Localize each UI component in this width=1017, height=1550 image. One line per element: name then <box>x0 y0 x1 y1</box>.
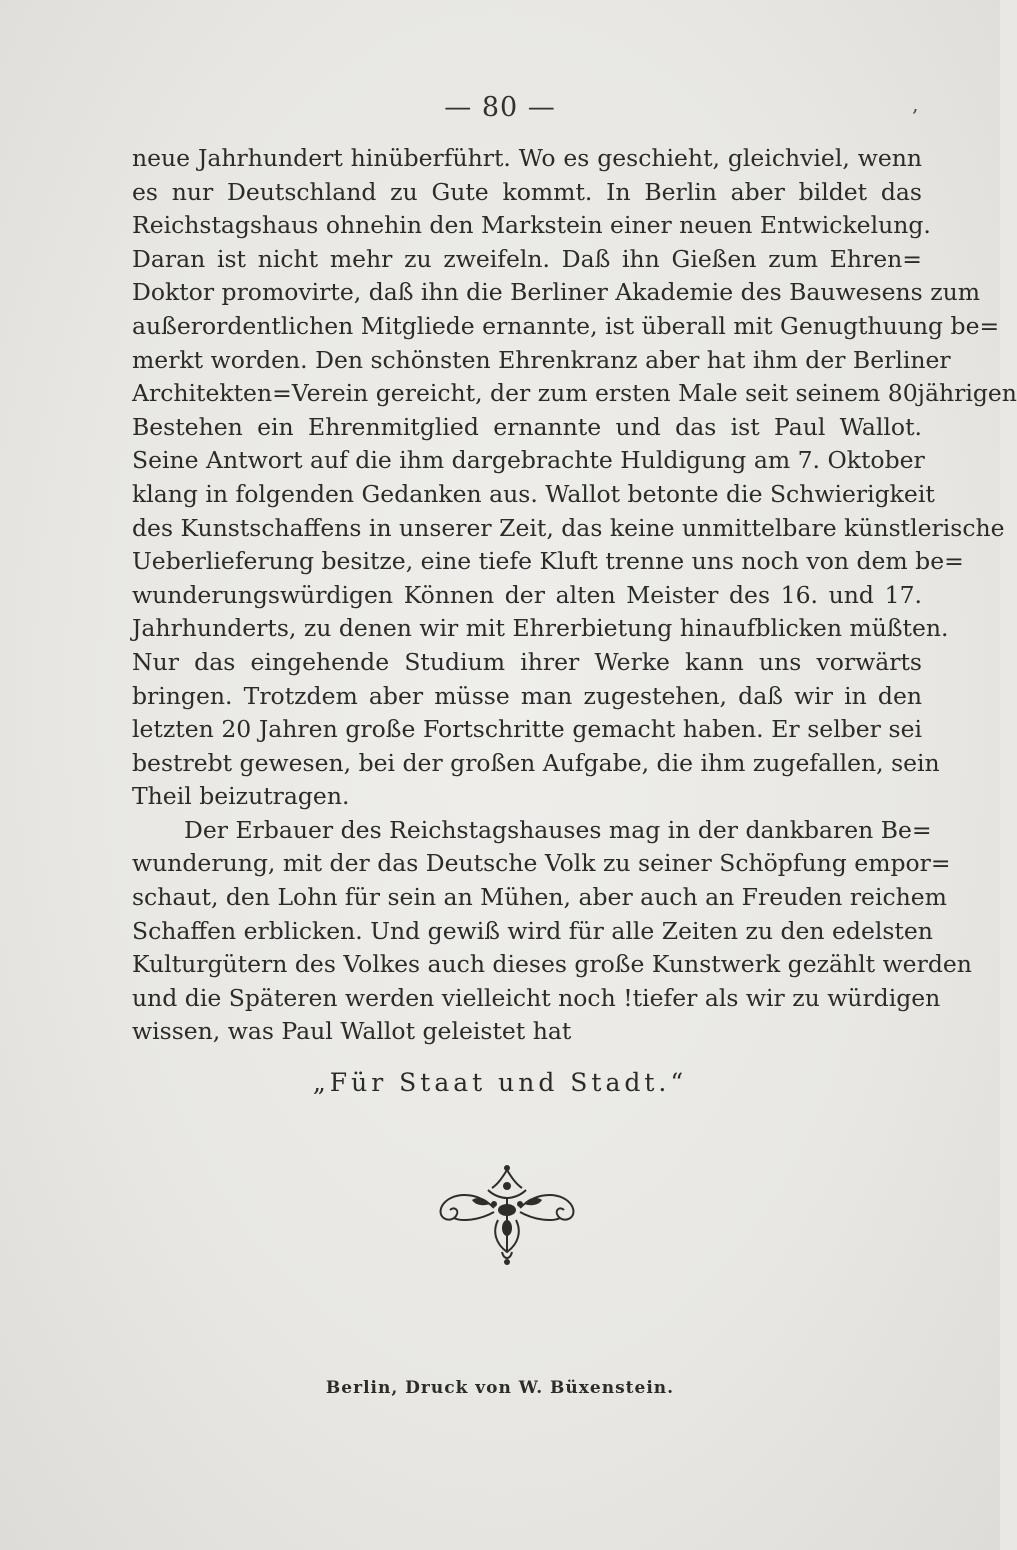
text-line: Ueberlieferung besitze, eine tiefe Kluft trenne uns noch von dem be= <box>132 547 964 576</box>
text-line: des Kunstschaffens in unserer Zeit, das keine unmittelbare künstlerische <box>132 513 1005 542</box>
text-line: Theil beizutragen. <box>132 782 350 811</box>
text-line: Nur das eingehende Studium ihrer Werke kann uns vorwärts <box>132 647 922 676</box>
text-line: bestrebt gewesen, bei der großen Aufgabe, die ihm zugefallen, sein <box>132 748 940 777</box>
text-line: außerordentlichen Mitgliede ernannte, ist überall mit Genugthuung be= <box>132 311 1000 340</box>
text-line: Doktor promovirte, daß ihn die Berliner Akademie des Bauwesens zum <box>132 278 980 307</box>
text-line: letzten 20 Jahren große Fortschritte gemacht haben. Er selber sei <box>132 715 922 744</box>
text-line: Kulturgütern des Volkes auch dieses große Kunstwerk gezählt werden <box>132 950 972 979</box>
text-line: Bestehen ein Ehrenmitglied ernannte und das ist Paul Wallot. <box>132 412 922 441</box>
text-line: bringen. Trotzdem aber müsse man zugestehen, daß wir in den <box>132 681 922 710</box>
corner-mark: ‚ <box>912 92 919 116</box>
text-line: Seine Antwort auf die ihm dargebrachte Huldigung am 7. Oktober <box>132 446 925 475</box>
text-line: wissen, was Paul Wallot geleistet hat <box>132 1017 572 1046</box>
fleuron-ornament-icon <box>432 1160 582 1270</box>
text-line: Schaffen erblicken. Und gewiß wird für alle Zeiten zu den edelsten <box>132 916 933 945</box>
text-line: merkt worden. Den schönsten Ehrenkranz aber hat ihm der Berliner <box>132 345 951 374</box>
text-line: klang in folgenden Gedanken aus. Wallot betonte die Schwierigkeit <box>132 479 935 508</box>
text-line: Architekten=Verein gereicht, der zum ersten Male seit seinem 80jährigen <box>132 379 1017 408</box>
text-line: wunderungswürdigen Können der alten Meister des 16. und 17. <box>132 580 922 609</box>
text-line: Daran ist nicht mehr zu zweifeln. Daß ihn Gießen zum Ehren= <box>132 244 922 273</box>
text-line: wunderung, mit der das Deutsche Volk zu seiner Schöpfung empor= <box>132 849 951 878</box>
page-number: — 80 — <box>444 92 556 123</box>
text-line: schaut, den Lohn für sein an Mühen, aber auch an Freuden reichem <box>132 883 947 912</box>
printer-imprint: Berlin, Druck von W. Büxenstein. <box>325 1378 675 1398</box>
body-text <box>132 142 1017 1049</box>
paragraph-1 <box>132 142 1017 814</box>
text-line: Reichstagshaus ohnehin den Markstein einer neuen Entwickelung. <box>132 211 931 240</box>
text-line: und die Späteren werden vielleicht noch !tiefer als wir zu würdigen <box>132 983 941 1012</box>
text-line: es nur Deutschland zu Gute kommt. In Berlin aber bildet das <box>132 177 922 206</box>
motto: „Für Staat und Stadt.“ <box>312 1068 688 1097</box>
text-line: neue Jahrhundert hinüberführt. Wo es geschieht, gleichviel, wenn <box>132 144 922 172</box>
text-line: Der Erbauer des Reichstagshauses mag in der dankbaren Be= <box>184 815 932 844</box>
paragraph-2 <box>132 814 972 1049</box>
text-line: Jahrhunderts, zu denen wir mit Ehrerbietung hinaufblicken müßten. <box>132 614 949 643</box>
